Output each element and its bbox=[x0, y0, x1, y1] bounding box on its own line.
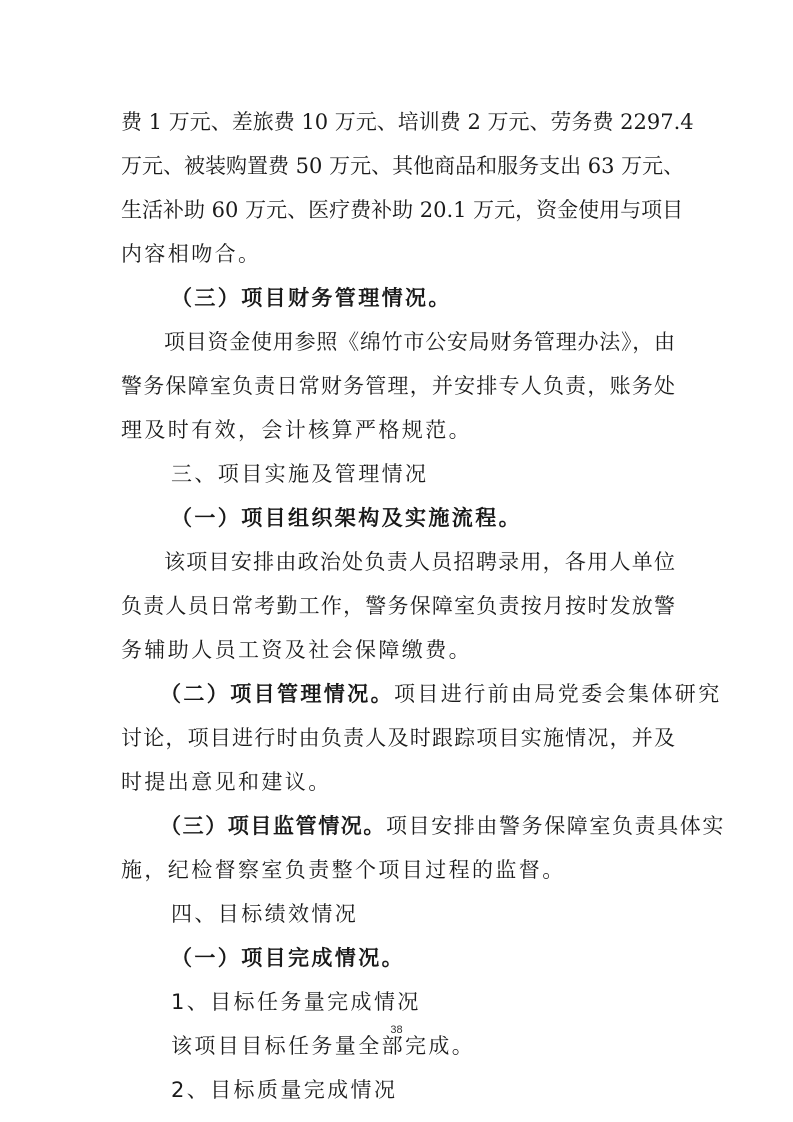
section-heading-performance: 四、目标绩效情况 bbox=[171, 902, 359, 926]
management-line-1-rest: 项目进行前由局党委会集体研究 bbox=[394, 682, 722, 706]
supervision-line-1 bbox=[160, 812, 725, 840]
body-line-4: 内容相吻合。 bbox=[121, 242, 262, 266]
section-heading-completion: （一）项目完成情况。 bbox=[171, 946, 405, 970]
body-line-1: 费 1 万元、差旅费 10 万元、培训费 2 万元、劳务费 2297.4 bbox=[121, 110, 694, 134]
finance-line-2: 警务保障室负责日常财务管理，并安排专人负责，账务处 bbox=[121, 374, 675, 398]
finance-line-1: 项目资金使用参照《绵竹市公安局财务管理办法》，由 bbox=[164, 330, 675, 354]
item-2-heading: 2、目标质量完成情况 bbox=[171, 1078, 398, 1102]
body-line-2: 万元、被装购置费 50 万元、其他商品和服务支出 63 万元、 bbox=[121, 154, 685, 178]
management-heading: （二）项目管理情况。 bbox=[160, 682, 394, 706]
page-number: 38 bbox=[390, 1024, 403, 1036]
management-line-2: 讨论，项目进行时由负责人及时跟踪项目实施情况，并及 bbox=[121, 726, 675, 750]
management-line-3: 时提出意见和建议。 bbox=[121, 770, 332, 794]
finance-line-3: 理及时有效，会计核算严格规范。 bbox=[121, 418, 472, 442]
section-heading-organization: （一）项目组织架构及实施流程。 bbox=[171, 506, 522, 530]
body-line-3: 生活补助 60 万元、医疗费补助 20.1 万元，资金使用与项目 bbox=[121, 198, 684, 222]
supervision-heading: （三）项目监管情况。 bbox=[160, 814, 386, 838]
supervision-line-1-rest: 项目安排由警务保障室负责具体实 bbox=[386, 814, 725, 838]
management-line-1 bbox=[160, 680, 722, 708]
organization-line-2: 负责人员日常考勤工作，警务保障室负责按月按时发放警 bbox=[121, 594, 675, 618]
item-1-text: 该项目目标任务量全部完成。 bbox=[171, 1034, 476, 1058]
item-1-heading: 1、目标任务量完成情况 bbox=[171, 990, 421, 1014]
section-heading-implementation: 三、项目实施及管理情况 bbox=[171, 462, 429, 486]
section-heading-finance: （三）项目财务管理情况。 bbox=[171, 286, 452, 310]
supervision-line-2: 施，纪检督察室负责整个项目过程的监督。 bbox=[121, 858, 566, 882]
organization-line-3: 务辅助人员工资及社会保障缴费。 bbox=[121, 638, 472, 662]
organization-line-1: 该项目安排由政治处负责人员招聘录用，各用人单位 bbox=[164, 550, 675, 574]
